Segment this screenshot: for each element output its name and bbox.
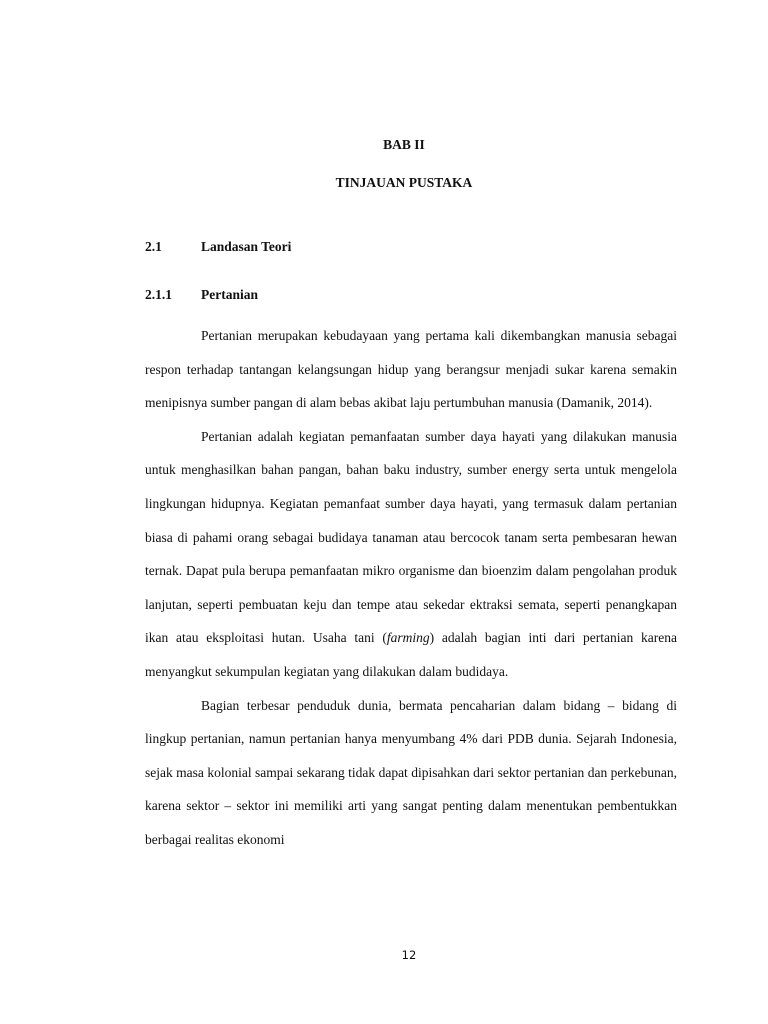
- section-number: 2.1: [145, 239, 162, 254]
- italic-term: farming: [386, 630, 430, 646]
- section-heading-2-1: [145, 239, 291, 255]
- paragraph-2-part-2: ) adalah bagian inti dari pertanian karena menyangkut sekumpulan kegiatan yang dilakukan dalam budidaya.: [145, 630, 677, 679]
- chapter-title: TINJAUAN PUSTAKA: [335, 175, 473, 190]
- paragraph-2: [145, 420, 677, 689]
- paragraph-2-part-1: Pertanian adalah kegiatan pemanfaatan sumber daya hayati yang dilakukan manusia untuk menghasilkan bahan pangan, bahan baku industry, sumber energy serta untuk mengelola lingkungan hidupnya. Kegiatan pemanfaat sumber daya hayati, yang termasuk dalam pertanian biasa di pahami orang sebagai budidaya tanaman atau bercocok tanam serta pembesaran hewan ternak. Dapat pula berupa pemanfaatan mikro organisme dan bioenzim dalam pengolahan produk lanjutan, seperti pembuatan keju dan tempe atau sekedar ektraksi semata, seperti penangkapan ikan atau eksploitasi hutan. Usaha tani (: [145, 428, 677, 646]
- body-text: [145, 319, 677, 857]
- chapter-label: BAB II: [383, 137, 425, 152]
- paragraph-3: Bagian terbesar penduduk dunia, bermata pencaharian dalam bidang – bidang di lingkup pertanian, namun pertanian hanya menyumbang 4% dari PDB dunia. Sejarah Indonesia, sejak masa kolonial sampai sekarang tidak dapat dipisahkan dari sektor pertanian dan perkebunan, karena sektor – sektor ini memiliki arti yang sangat penting dalam menentukan pembentukkan berbagai realitas ekonomi: [145, 697, 677, 847]
- page-number: 12: [401, 948, 417, 962]
- section-title: Pertanian: [201, 287, 258, 302]
- section-title: Landasan Teori: [201, 239, 292, 254]
- paragraph-1: Pertanian merupakan kebudayaan yang pertama kali dikembangkan manusia sebagai respon terhadap tantangan kelangsungan hidup yang berangsur menjadi sukar karena semakin menipisnya sumber pangan di alam bebas akibat laju pertumbuhan manusia (Damanik, 2014).: [145, 328, 677, 411]
- section-number: 2.1.1: [145, 287, 172, 302]
- section-heading-2-1-1: [145, 287, 258, 303]
